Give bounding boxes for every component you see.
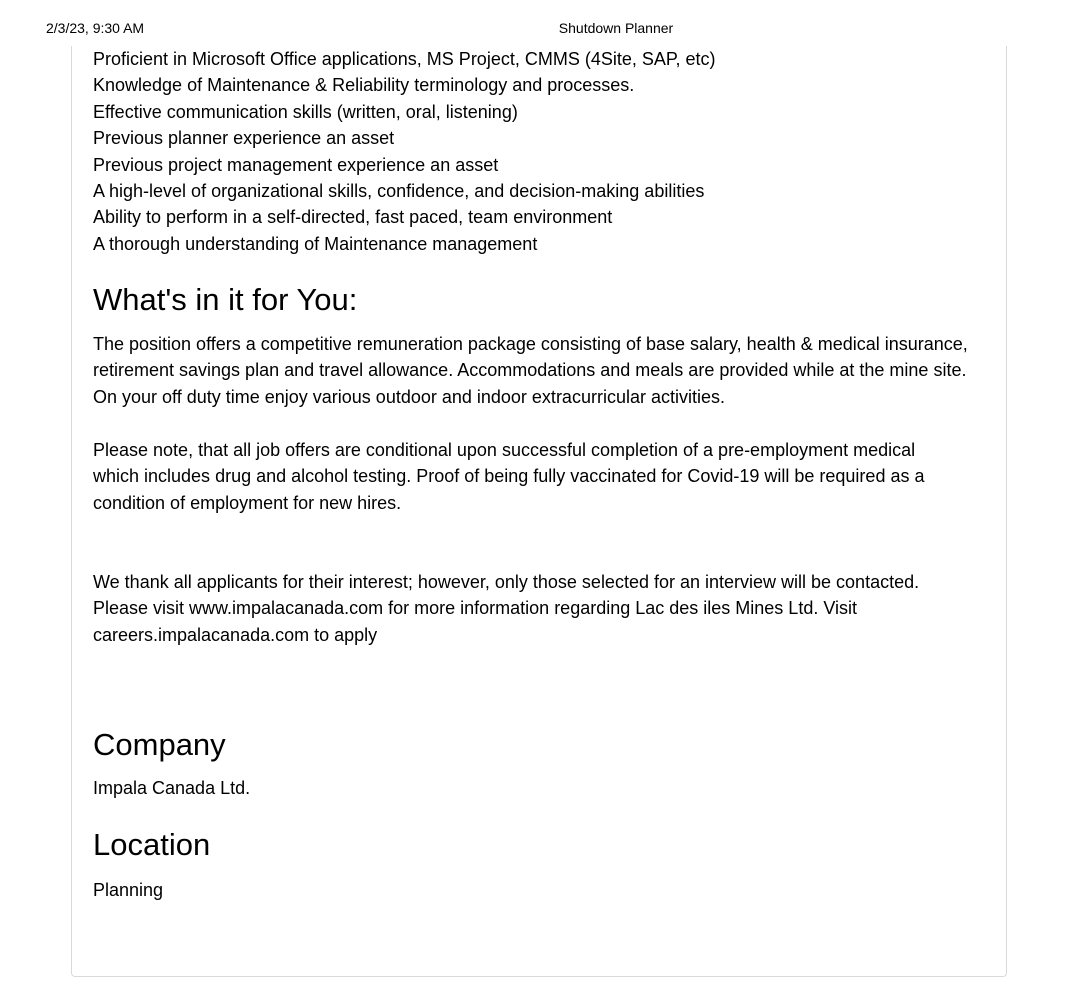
list-item: Previous planner experience an asset [93, 128, 395, 149]
location-value: Planning [93, 880, 164, 900]
requirements-list [93, 46, 716, 257]
list-item: Knowledge of Maintenance & Reliability terminology and processes. [93, 75, 635, 96]
company-heading: Company [93, 727, 226, 762]
benefits-paragraph: The position offers a competitive remuneration package consisting of base salary, health & medical insurance, retirement savings plan and travel allowance. Accommodations and meals are provided while at the mine site. On your off duty time enjoy various outdoor and indoor extracurricular activities. [93, 334, 968, 407]
print-header [0, 20, 1080, 38]
company-value: Impala Canada Ltd. [93, 778, 251, 798]
whats-in-it-heading: What's in it for You: [93, 282, 358, 317]
location-heading: Location [93, 827, 211, 862]
list-item: Previous project management experience an asset [93, 154, 499, 175]
list-item: Ability to perform in a self-directed, fast paced, team environment [93, 207, 613, 228]
job-posting-card [71, 46, 1007, 977]
print-date: 2/3/23, 9:30 AM [46, 20, 145, 36]
medical-note-paragraph: Please note, that all job offers are conditional upon successful completion of a pre-employment medical which includes drug and alcohol testing. Proof of being fully vaccinated for Covid-19 will be required as a condition of employment for new hires. [93, 440, 925, 513]
list-item: Effective communication skills (written, oral, listening) [93, 101, 518, 122]
list-item: Proficient in Microsoft Office applications, MS Project, CMMS (4Site, SAP, etc) [93, 49, 716, 69]
list-item: A high-level of organizational skills, confidence, and decision-making abilities [93, 180, 705, 201]
print-title: Shutdown Planner [558, 20, 674, 36]
list-item: A thorough understanding of Maintenance management [93, 233, 538, 254]
thanks-paragraph: We thank all applicants for their interest; however, only those selected for an interview will be contacted. Please visit www.impalacanada.com for more information regarding Lac des iles Mines Ltd. Visit careers.impalacanada.com to apply [93, 572, 920, 645]
